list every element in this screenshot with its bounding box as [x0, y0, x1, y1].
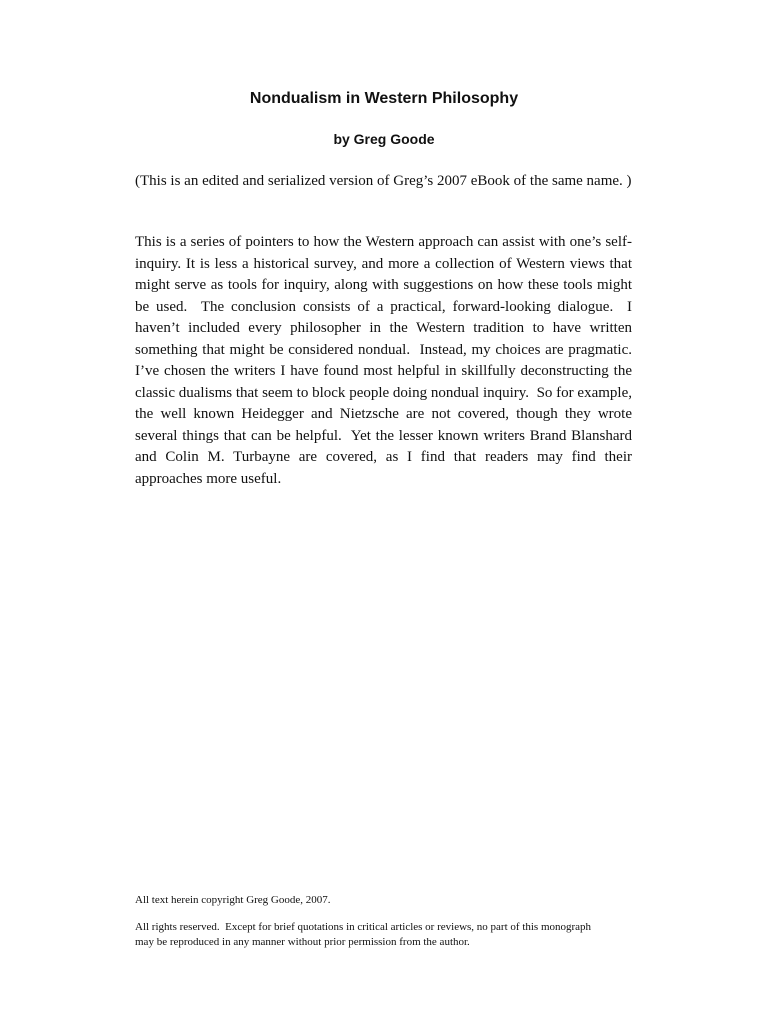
edition-note: (This is an edited and serialized version of Greg’s 2007 eBook of the same name. ): [135, 173, 632, 189]
author-byline: by Greg Goode: [333, 131, 435, 147]
document-title: Nondualism in Western Philosophy: [249, 90, 519, 107]
introduction-paragraph: This is a series of pointers to how the Western approach can assist with one’s self-inquiry. It is less a historical survey, and more a collection of Western views that might serve as tools for inquiry, along with suggestions on how these tools might be used. The conclusion consists of a practical, forward-looking dialogue. I haven’t included every philosopher in the Western tradition to have written something that might be considered nondual. Instead, my choices are pragmatic. I’ve chosen the writers I have found most helpful in skillfully deconstructing the classic dualisms that seem to block people doing nondual inquiry. So for example, the well known Heidegger and Nietzsche are not covered, though they wrote several things that can be helpful. Yet the lesser known writers Brand Blanshard and Colin M. Turbayne are covered, as I find that readers may find their approaches more useful.: [135, 234, 640, 487]
copyright-notice: All text herein copyright Greg Goode, 2007.: [135, 894, 331, 906]
rights-notice: All rights reserved. Except for brief quotations in critical articles or reviews, no part of this monograph may be reproduced in any manner without prior permission from the author.: [135, 921, 594, 948]
